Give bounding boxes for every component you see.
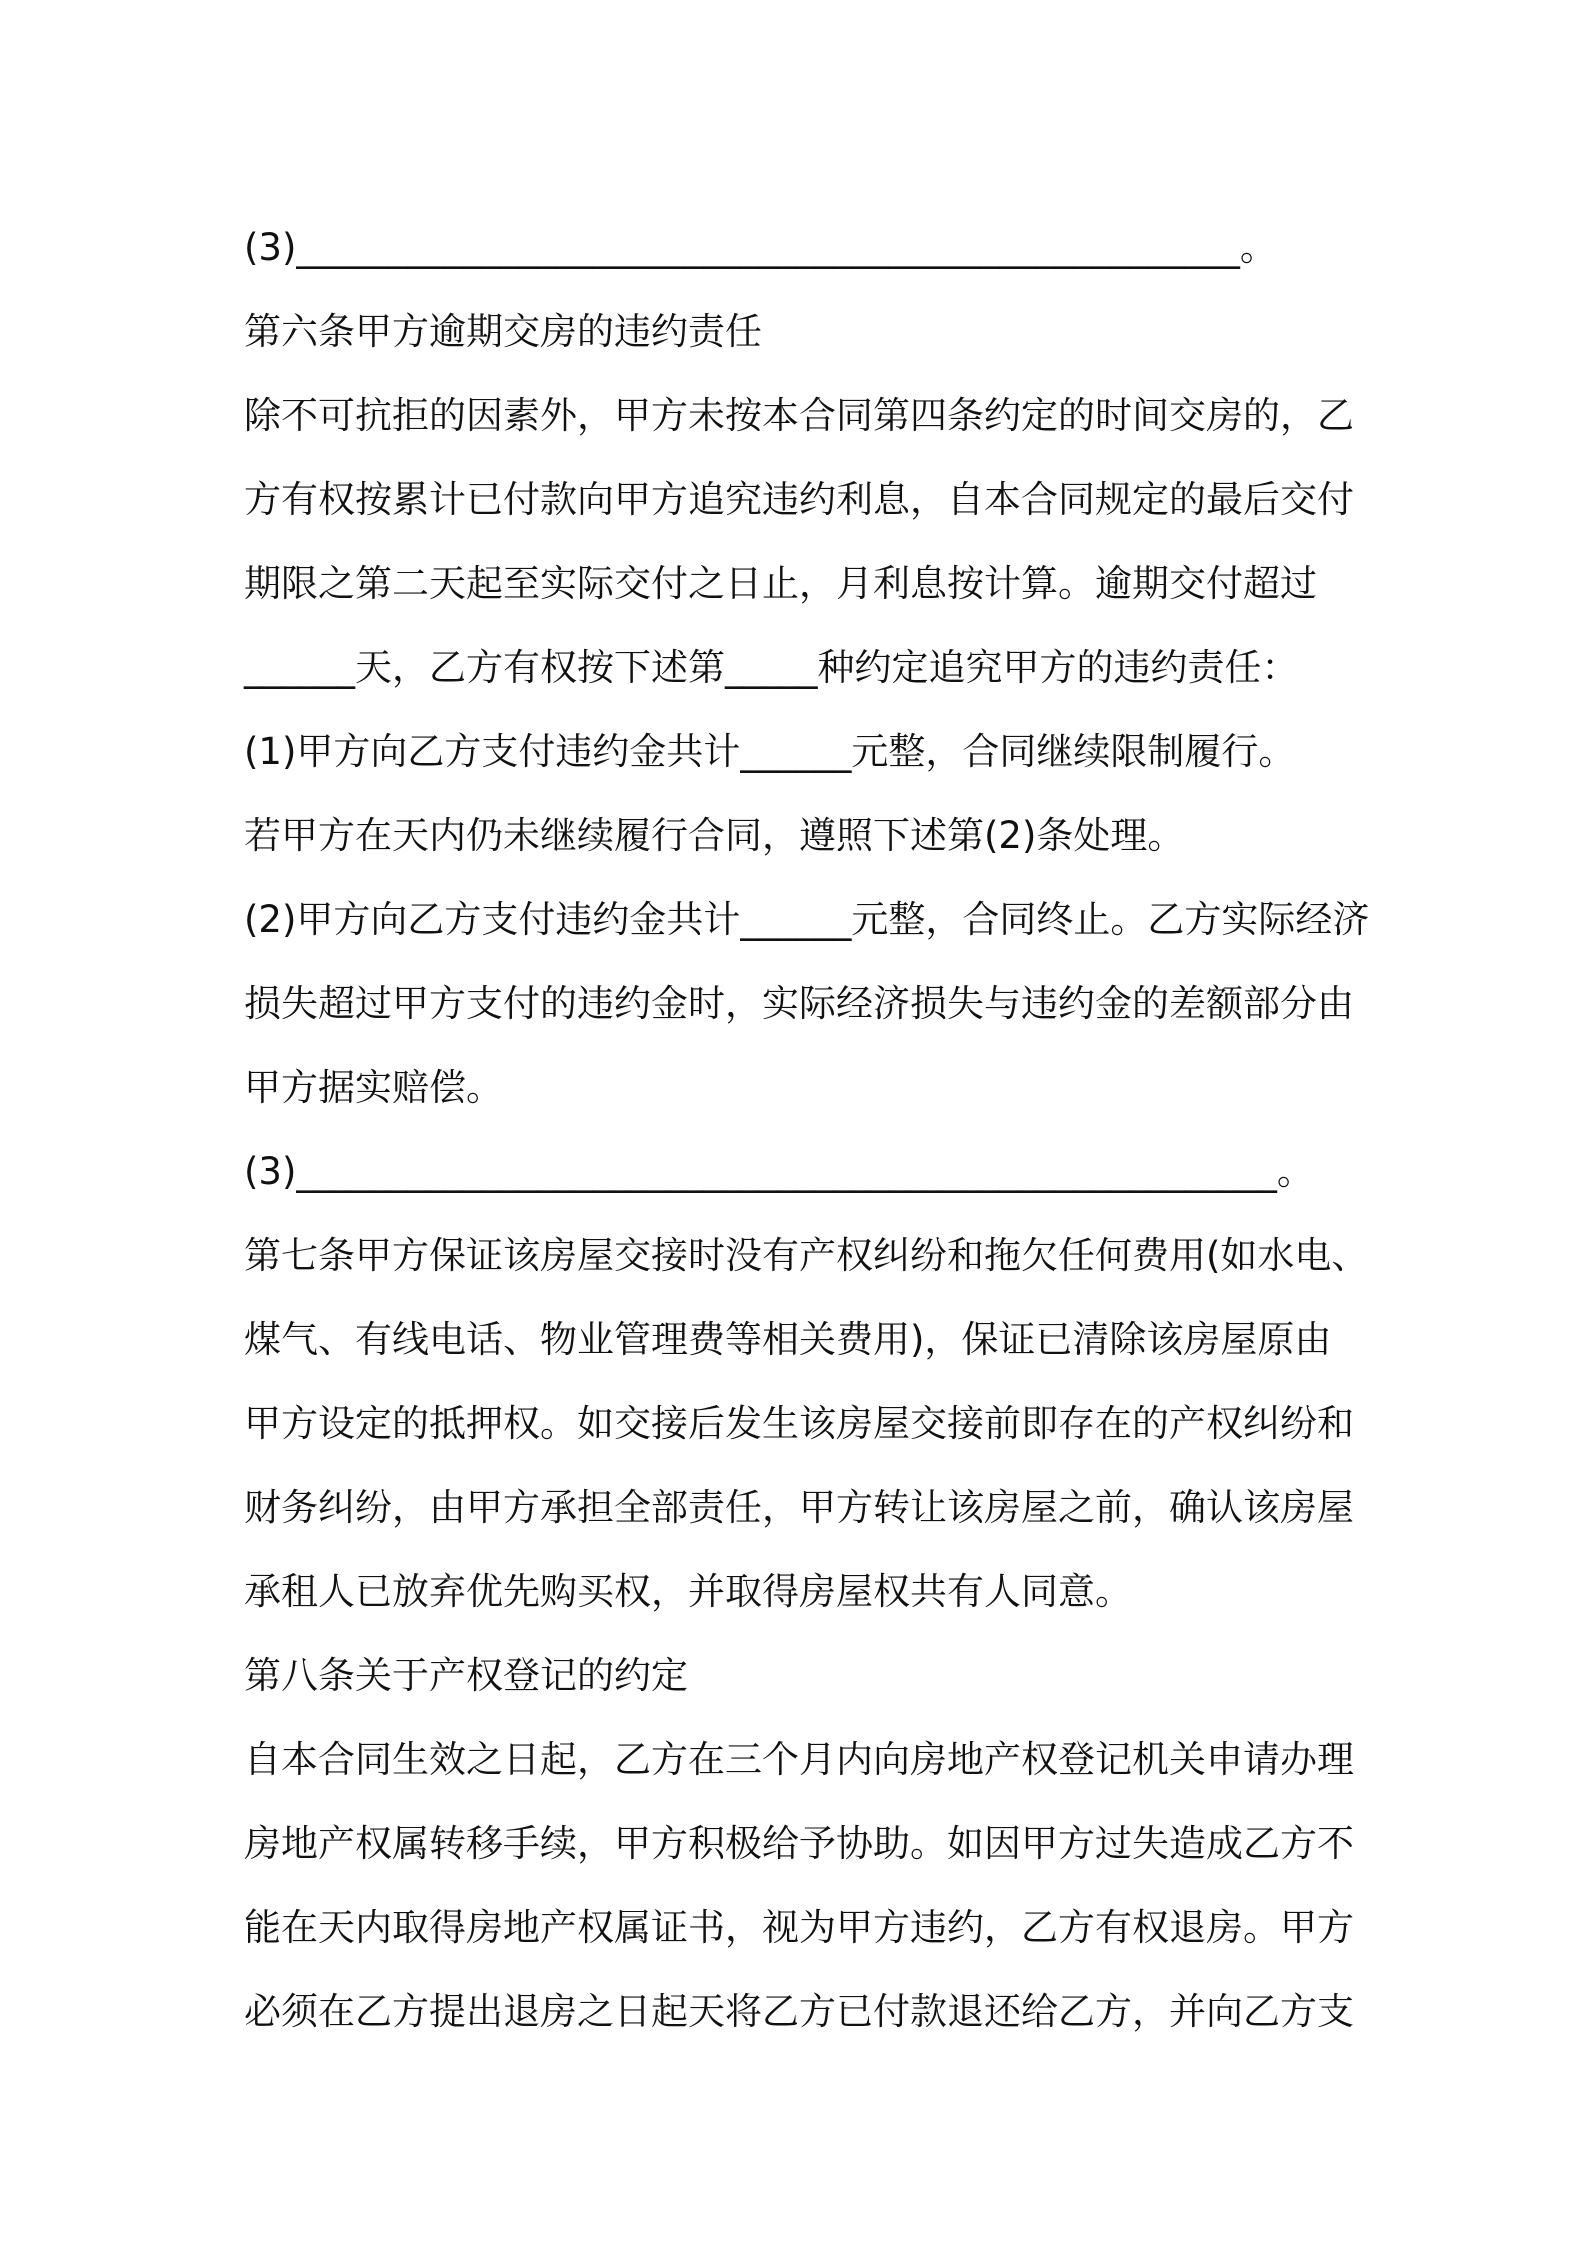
text-line: 方有权按累计已付款向甲方追究违约利息，自本合同规定的最后交付 bbox=[244, 478, 1354, 521]
text-line: 自本合同生效之日起，乙方在三个月内向房地产权登记机关申请办理 bbox=[244, 1738, 1354, 1781]
text-line: (3)___________________________________________________。 bbox=[244, 226, 1277, 269]
section-heading-article-6: 第六条甲方逾期交房的违约责任 bbox=[244, 310, 762, 353]
section-heading-article-8: 第八条关于产权登记的约定 bbox=[244, 1654, 688, 1697]
text-line: (1)甲方向乙方支付违约金共计______元整，合同继续限制履行。 bbox=[244, 730, 1296, 773]
text-line: 煤气、有线电话、物业管理费等相关费用)，保证已清除该房屋原由 bbox=[244, 1318, 1332, 1361]
text-line: (3)_____________________________________________________。 bbox=[244, 1150, 1314, 1193]
text-line: ______天，乙方有权按下述第_____种约定追究甲方的违约责任： bbox=[244, 646, 1299, 689]
text-line: 损失超过甲方支付的违约金时，实际经济损失与违约金的差额部分由 bbox=[244, 982, 1354, 1025]
text-line: 除不可抗拒的因素外，甲方未按本合同第四条约定的时间交房的，乙 bbox=[244, 394, 1354, 437]
text-line: 期限之第二天起至实际交付之日止，月利息按计算。逾期交付超过 bbox=[244, 562, 1317, 605]
contract-text bbox=[244, 206, 1370, 2054]
section-heading-article-7: 第七条甲方保证该房屋交接时没有产权纠纷和拖欠任何费用(如水电、 bbox=[244, 1234, 1369, 1277]
text-line: 甲方设定的抵押权。如交接后发生该房屋交接前即存在的产权纠纷和 bbox=[244, 1402, 1354, 1445]
text-line: 必须在乙方提出退房之日起天将乙方已付款退还给乙方，并向乙方支 bbox=[244, 1990, 1354, 2033]
text-line: 能在天内取得房地产权属证书，视为甲方违约，乙方有权退房。甲方 bbox=[244, 1906, 1354, 1949]
text-line: 承租人已放弃优先购买权，并取得房屋权共有人同意。 bbox=[244, 1570, 1132, 1613]
text-line: (2)甲方向乙方支付违约金共计______元整，合同终止。乙方实际经济 bbox=[244, 898, 1370, 941]
text-line: 房地产权属转移手续，甲方积极给予协助。如因甲方过失造成乙方不 bbox=[244, 1822, 1354, 1865]
text-line: 若甲方在天内仍未继续履行合同，遵照下述第(2)条处理。 bbox=[244, 814, 1185, 857]
text-line: 甲方据实赔偿。 bbox=[244, 1066, 503, 1109]
text-line: 财务纠纷，由甲方承担全部责任，甲方转让该房屋之前，确认该房屋 bbox=[244, 1486, 1354, 1529]
